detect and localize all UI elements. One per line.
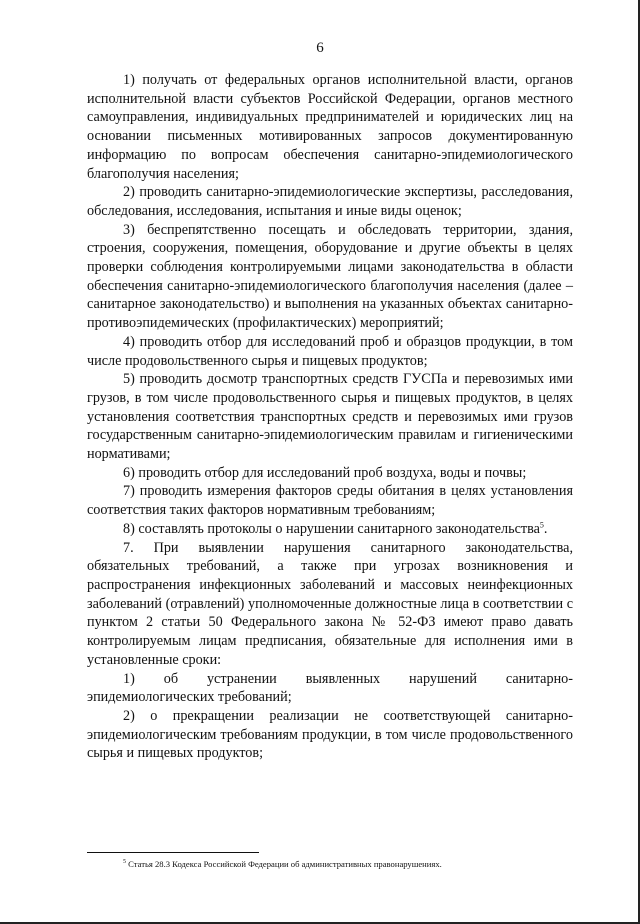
paragraph-item-3: 3) беспрепятственно посещать и обследовать территории, здания, строения, сооружения, помещения, оборудование и другие объекты в целях проверки соблюдения контролируемыми лицами законодательства в области обеспечения санитарно-эпидемиологического благополучия населения (далее – санитарное законодательство) и выполнения на указанных объектах санитарно-противоэпидемических (профилактических) мероприятий; <box>87 221 573 332</box>
footnote <box>87 857 573 870</box>
paragraph-item-2: 2) проводить санитарно-эпидемиологические экспертизы, расследования, обследования, исследования, испытания и иные виды оценок; <box>87 184 573 219</box>
paragraph-item-8-end: . <box>543 520 548 537</box>
paragraph-item-4: 4) проводить отбор для исследований проб и образцов продукции, в том числе продовольственного сырья и пищевых продуктов; <box>87 333 573 369</box>
paragraph-item-8-text: 8) составлять протоколы о нарушении санитарного законодательства <box>123 520 540 537</box>
paragraph-subitem-1: 1) об устранении выявленных нарушений санитарно-эпидемиологических требований; <box>87 670 573 706</box>
paragraph-item-8 <box>87 520 573 539</box>
paragraph-item-7: 7) проводить измерения факторов среды обитания в целях установления соответствия таких факторов нормативным требованиям; <box>87 483 573 519</box>
footnote-marker: 5 <box>123 859 126 865</box>
footnote-reference: 5 <box>539 520 544 530</box>
footnote-divider <box>87 852 259 853</box>
paragraph-section-7: 7. При выявлении нарушения санитарного законодательства, обязательных требований, а также при угрозах возникновения и распространения инфекционных заболеваний и массовых неинфекционных заболеваний (отравлений) уполномоченные должностные лица в соответствии с пунктом 2 статьи 50 Федерального закона № 52-ФЗ имеют право давать контролируемым лицам предписания, обязательные для исполнения ими в установленные сроки: <box>87 539 573 668</box>
document-body <box>87 71 573 763</box>
paragraph-item-5: 5) проводить досмотр транспортных средств ГУСПа и перевозимых ими грузов, в том числе продовольственного сырья и пищевых продуктов, в целях установления соответствия транспортных средств и перевозимых ими грузов государственным санитарно-эпидемиологическим правилам и гигиеническими нормативами; <box>87 371 573 463</box>
footnote-text: Статья 28.3 Кодекса Российской Федерации об административных правонарушениях. <box>126 858 442 869</box>
paragraph-item-6: 6) проводить отбор для исследований проб воздуха, воды и почвы; <box>123 464 527 481</box>
page-number: 6 <box>316 40 324 56</box>
paragraph-item-1: 1) получать от федеральных органов исполнительной власти, органов исполнительной власти субъектов Российской Федерации, органов местного самоуправления, индивидуальных предпринимателей и юридических лиц на основании письменных мотивированных запросов документированную информацию по вопросам обеспечения санитарно-эпидемиологического благополучия населения; <box>87 72 573 182</box>
paragraph-subitem-2: 2) о прекращении реализации не соответствующей санитарно-эпидемиологическим требованиям продукции, в том числе продовольственного сырья и пищевых продуктов; <box>87 707 573 762</box>
